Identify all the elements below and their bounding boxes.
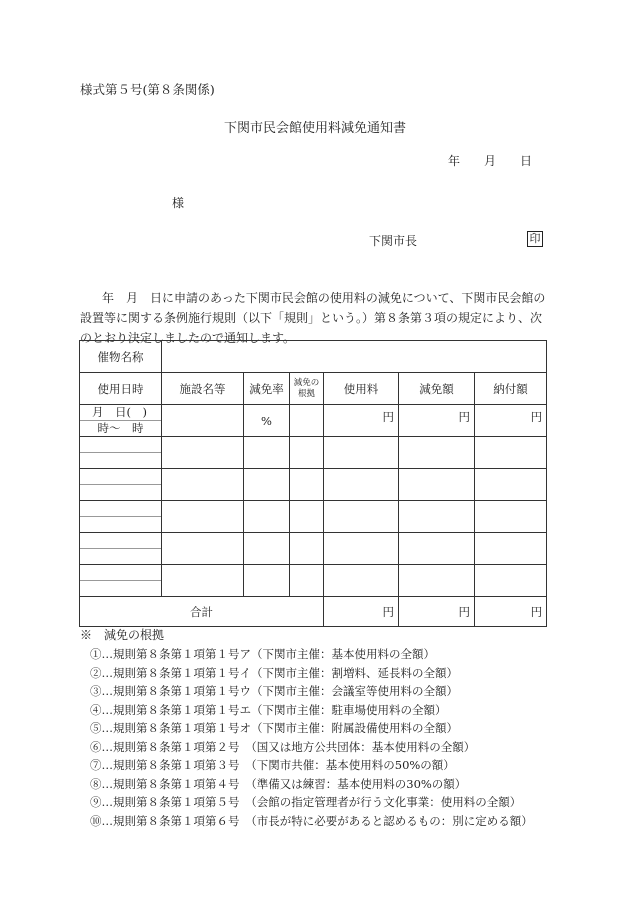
exemption-cell (399, 437, 475, 469)
time-placeholder: 時～ 時 (97, 421, 144, 435)
header-facility: 施設名等 (162, 373, 244, 405)
total-row (80, 597, 547, 627)
sender-mayor: 下関市長 (369, 234, 418, 248)
header-use-datetime: 使用日時 (80, 373, 162, 405)
total-payment: 円 (475, 597, 547, 627)
table-row (80, 405, 547, 437)
table-row (80, 469, 547, 501)
fee-cell (324, 469, 399, 501)
datetime-divider (80, 501, 161, 517)
fee-cell (324, 533, 399, 565)
table-row (80, 533, 547, 565)
header-fee: 使用料 (324, 373, 399, 405)
exemption-cell (399, 533, 475, 565)
form-number-label: 様式第５号(第８条関係) (80, 82, 215, 97)
fee-cell: 円 (324, 405, 399, 437)
datetime-cell (80, 533, 162, 565)
date-line (448, 152, 532, 169)
table-row (80, 565, 547, 597)
list-item: ⑩…規則第８条第１項第６号 （市長が特に必要があると認めるもの：別に定める額） (90, 813, 533, 828)
rate-cell (244, 437, 290, 469)
table-row (80, 501, 547, 533)
datetime-cell (80, 437, 162, 469)
fee-cell (324, 565, 399, 597)
event-name-label: 催物名称 (80, 341, 162, 373)
datetime-divider (80, 533, 161, 549)
date-day: 日 (519, 154, 532, 168)
event-name-row (80, 341, 547, 373)
facility-cell (162, 533, 244, 565)
exemption-cell (399, 469, 475, 501)
payment-cell (475, 533, 547, 565)
addressee-honorific: 様 (172, 196, 185, 210)
facility-cell (162, 501, 244, 533)
facility-cell (162, 469, 244, 501)
fee-cell (324, 501, 399, 533)
seal-mark: 印 (527, 231, 543, 247)
datetime-divider (80, 565, 161, 581)
list-item: ③…規則第８条第１項第１号ウ（下関市主催：会議室等使用料の全額） (90, 684, 458, 698)
total-label: 合計 (80, 597, 324, 627)
datetime-cell (80, 565, 162, 597)
notes-heading: ※ 減免の根拠 (80, 628, 165, 642)
exemption-table (79, 340, 547, 627)
exemption-cell: 円 (399, 405, 475, 437)
rate-cell (244, 469, 290, 501)
date-month: 月 (483, 154, 496, 168)
rate-cell (244, 533, 290, 565)
exemption-cell (399, 501, 475, 533)
payment-cell (475, 437, 547, 469)
payment-cell (475, 469, 547, 501)
notice-body: 年 月 日に申請のあった下関市民会館の使用料の減免について、下関市民会館の設置等に関する条例施行規則（以下「規則」という。）第８条第３項の規定により、次のとおり決定しましたので通知します。 (80, 291, 546, 345)
datetime-cell (80, 405, 162, 437)
list-item: ⑥…規則第８条第１項第２号 （国又は地方公共団体：基本使用料の全額） (90, 739, 476, 754)
header-basis-line1: 減免の (293, 377, 320, 388)
datetime-cell (80, 501, 162, 533)
basis-cell (290, 501, 324, 533)
datetime-cell (80, 469, 162, 501)
table-header-row (80, 373, 547, 405)
event-name-value (162, 341, 547, 373)
rate-cell: % (244, 405, 290, 437)
basis-cell (290, 565, 324, 597)
datetime-divider (80, 469, 161, 485)
basis-cell (290, 437, 324, 469)
date-year: 年 (448, 154, 461, 168)
total-exemption: 円 (399, 597, 475, 627)
fee-cell (324, 437, 399, 469)
rate-cell (244, 501, 290, 533)
date-placeholder: 月 日( ) (80, 405, 161, 421)
facility-cell (162, 565, 244, 597)
total-fee: 円 (324, 597, 399, 627)
list-item: ⑦…規則第８条第１項第３号 （下関市共催：基本使用料の50%の額） (90, 758, 455, 772)
list-item: ⑨…規則第８条第１項第５号 （会館の指定管理者が行う文化事業：使用料の全額） (90, 795, 522, 809)
basis-cell (290, 533, 324, 565)
exemption-cell (399, 565, 475, 597)
exemption-basis-list (90, 645, 533, 830)
list-item: ⑧…規則第８条第１項第４号 （準備又は練習：基本使用料の30%の額） (90, 776, 467, 791)
payment-cell: 円 (475, 405, 547, 437)
datetime-divider (80, 437, 161, 453)
payment-cell (475, 501, 547, 533)
table-row (80, 437, 547, 469)
rate-cell (244, 565, 290, 597)
list-item: ⑤…規則第８条第１項第１号オ（下関市主催：附属設備使用料の全額） (90, 721, 458, 735)
header-payment: 納付額 (475, 373, 547, 405)
header-basis-line2: 根拠 (297, 388, 315, 399)
facility-cell (162, 437, 244, 469)
header-exemption: 減免額 (399, 373, 475, 405)
payment-cell (475, 565, 547, 597)
list-item: ④…規則第８条第１項第１号エ（下関市主催：駐車場使用料の全額） (90, 702, 447, 717)
list-item: ②…規則第８条第１項第１号イ（下関市主催：割増料、延長料の全額） (90, 665, 458, 680)
header-basis (290, 373, 324, 405)
basis-cell (290, 405, 324, 437)
document-title: 下関市民会館使用料減免通知書 (223, 121, 406, 136)
header-rate: 減免率 (244, 373, 290, 405)
basis-cell (290, 469, 324, 501)
list-item: ①…規則第８条第１項第１号ア（下関市主催：基本使用料の全額） (90, 647, 435, 661)
facility-cell (162, 405, 244, 437)
